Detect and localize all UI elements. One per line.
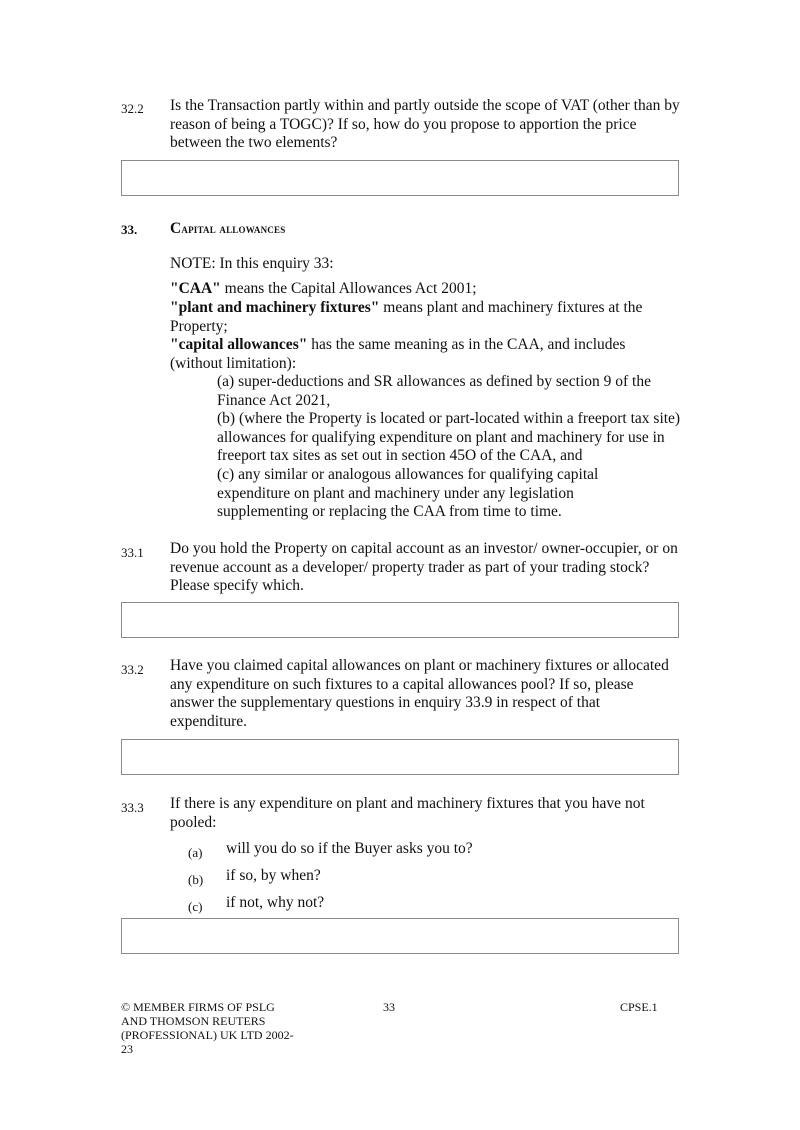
definition-text: has the same meaning as in the CAA, and includes (without limitation): (170, 336, 626, 372)
list-item-letter: (c) (188, 899, 203, 914)
list-item-text: will you do so if the Buyer asks you to? (226, 840, 473, 857)
section-title-rest: apital allowances (181, 221, 286, 236)
question-number: 32.2 (121, 101, 144, 116)
answer-box-33-1[interactable] (121, 602, 679, 638)
question-number: 33.3 (121, 800, 144, 815)
answer-box-33-3[interactable] (121, 918, 679, 954)
section-number: 33. (121, 222, 138, 237)
answer-box-32-2[interactable] (121, 160, 679, 196)
answer-box-33-2[interactable] (121, 739, 679, 775)
defined-term: "CAA" (170, 280, 221, 297)
list-item-letter: (a) (188, 845, 203, 860)
question-text: Have you claimed capital allowances on plant or machinery fixtures or allocated any expenditure on such fixtures to a capital allowances pool? If so, please answer the supplementary questions in enquiry 33.9 in respect of that expenditure. (170, 657, 669, 730)
definition-plant (170, 299, 675, 336)
include-item-a: (a) super-deductions and SR allowances as defined by section 9 of the Finance Act 2021, (217, 373, 651, 409)
definition-capital-allowances (170, 336, 675, 373)
question-text: Is the Transaction partly within and partly outside the scope of VAT (other than by reason of being a TOGC)? If so, how do you propose to apportion the price between the two elements? (170, 97, 680, 151)
defined-term: "capital allowances" (170, 336, 308, 353)
question-number: 33.2 (121, 662, 144, 677)
definition-caa (170, 280, 682, 299)
question-text: If there is any expenditure on plant and machinery fixtures that you have not pooled: (170, 795, 645, 831)
list-item-letter: (b) (188, 872, 204, 887)
definition-text: means plant and machinery fixtures at the Property; (170, 299, 643, 335)
section-title (170, 220, 285, 238)
footer-copyright: © MEMBER FIRMS OF PSLG AND THOMSON REUTERS (PROFESSIONAL) UK LTD 2002-23 (121, 1000, 294, 1056)
question-number: 33.1 (121, 545, 144, 560)
include-item-b: (b) (where the Property is located or part-located within a freeport tax site) allowances for qualifying expenditure on plant and machinery for use in freeport tax sites as set out in section 45O of the CAA, and (217, 410, 681, 464)
definition-text: means the Capital Allowances Act 2001; (220, 280, 477, 297)
list-item-text: if so, by when? (226, 867, 321, 884)
section-note: NOTE: In this enquiry 33: (170, 255, 334, 272)
page-number: 33 (383, 1000, 395, 1014)
question-text: Do you hold the Property on capital account as an investor/ owner-occupier, or on revenue account as a developer/ property trader as part of your trading stock? Please specify which. (170, 540, 678, 594)
defined-term: "plant and machinery fixtures" (170, 299, 380, 316)
form-code: CPSE.1 (620, 1000, 658, 1014)
include-item-c: (c) any similar or analogous allowances for qualifying capital expenditure on plant and machinery under any legislation supplementing or replacing the CAA from time to time. (217, 466, 599, 520)
list-item-text: if not, why not? (226, 894, 325, 911)
section-title-initial: C (170, 220, 182, 237)
